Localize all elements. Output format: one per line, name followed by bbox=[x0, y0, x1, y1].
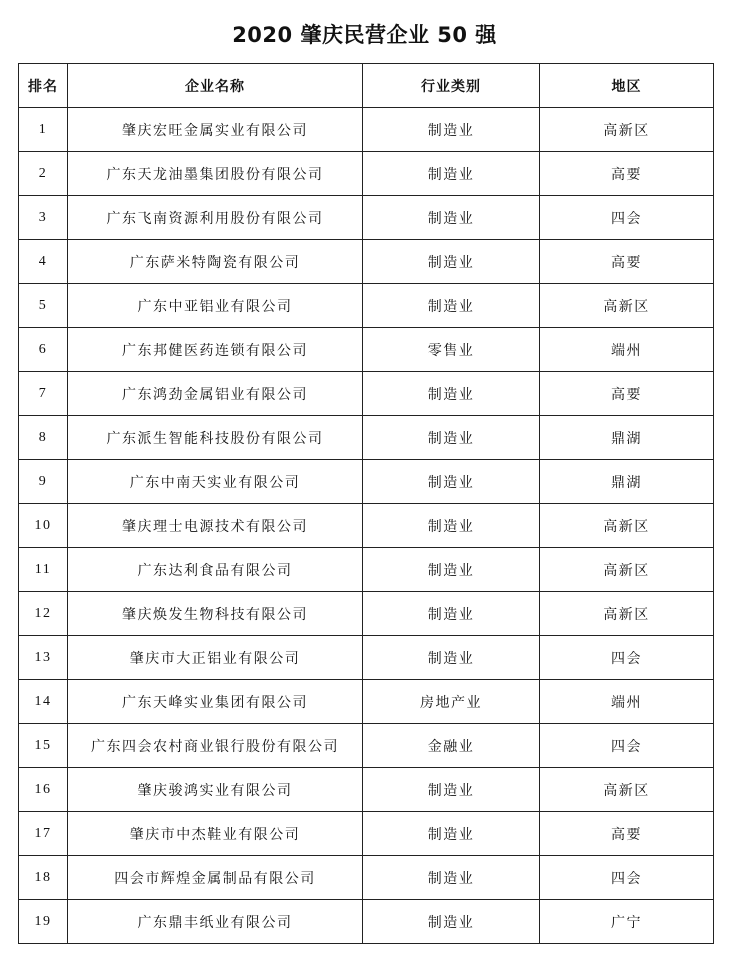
ranking-table bbox=[18, 63, 714, 944]
region-cell: 高要 bbox=[540, 152, 714, 196]
industry-cell: 制造业 bbox=[363, 108, 540, 152]
header-region: 地区 bbox=[540, 64, 714, 108]
rank-cell: 2 bbox=[19, 152, 68, 196]
company-name-cell: 广东飞南资源利用股份有限公司 bbox=[68, 196, 363, 240]
rank-cell: 15 bbox=[19, 724, 68, 768]
company-name-cell: 广东鸿劲金属铝业有限公司 bbox=[68, 372, 363, 416]
rank-cell: 19 bbox=[19, 900, 68, 944]
rank-cell: 8 bbox=[19, 416, 68, 460]
region-cell: 高新区 bbox=[540, 548, 714, 592]
industry-cell: 制造业 bbox=[363, 900, 540, 944]
table-row bbox=[19, 240, 714, 284]
company-name-cell: 广东鼎丰纸业有限公司 bbox=[68, 900, 363, 944]
industry-cell: 制造业 bbox=[363, 152, 540, 196]
rank-cell: 12 bbox=[19, 592, 68, 636]
region-cell: 端州 bbox=[540, 680, 714, 724]
table-row bbox=[19, 548, 714, 592]
company-name-cell: 肇庆骏鸿实业有限公司 bbox=[68, 768, 363, 812]
industry-cell: 制造业 bbox=[363, 196, 540, 240]
company-name-cell: 广东天龙油墨集团股份有限公司 bbox=[68, 152, 363, 196]
company-name-cell: 广东派生智能科技股份有限公司 bbox=[68, 416, 363, 460]
rank-cell: 4 bbox=[19, 240, 68, 284]
table-row bbox=[19, 680, 714, 724]
industry-cell: 制造业 bbox=[363, 592, 540, 636]
page-title: 2020 肇庆民营企业 50 强 bbox=[232, 23, 497, 47]
company-name-cell: 肇庆市大正铝业有限公司 bbox=[68, 636, 363, 680]
region-cell: 端州 bbox=[540, 328, 714, 372]
rank-cell: 11 bbox=[19, 548, 68, 592]
company-name-cell: 肇庆理士电源技术有限公司 bbox=[68, 504, 363, 548]
region-cell: 高新区 bbox=[540, 504, 714, 548]
industry-cell: 制造业 bbox=[363, 548, 540, 592]
table-row bbox=[19, 196, 714, 240]
table-row bbox=[19, 460, 714, 504]
region-cell: 四会 bbox=[540, 724, 714, 768]
industry-cell: 制造业 bbox=[363, 416, 540, 460]
industry-cell: 制造业 bbox=[363, 372, 540, 416]
company-name-cell: 广东萨米特陶瓷有限公司 bbox=[68, 240, 363, 284]
industry-cell: 制造业 bbox=[363, 856, 540, 900]
table-row bbox=[19, 372, 714, 416]
rank-cell: 13 bbox=[19, 636, 68, 680]
table-row bbox=[19, 416, 714, 460]
company-name-cell: 广东中南天实业有限公司 bbox=[68, 460, 363, 504]
company-name-cell: 广东邦健医药连锁有限公司 bbox=[68, 328, 363, 372]
rank-cell: 3 bbox=[19, 196, 68, 240]
company-name-cell: 四会市辉煌金属制品有限公司 bbox=[68, 856, 363, 900]
company-name-cell: 肇庆焕发生物科技有限公司 bbox=[68, 592, 363, 636]
industry-cell: 制造业 bbox=[363, 240, 540, 284]
rank-cell: 14 bbox=[19, 680, 68, 724]
industry-cell: 制造业 bbox=[363, 636, 540, 680]
table-body bbox=[19, 108, 714, 944]
industry-cell: 金融业 bbox=[363, 724, 540, 768]
rank-cell: 9 bbox=[19, 460, 68, 504]
rank-cell: 16 bbox=[19, 768, 68, 812]
table-row bbox=[19, 152, 714, 196]
rank-cell: 1 bbox=[19, 108, 68, 152]
region-cell: 四会 bbox=[540, 636, 714, 680]
company-name-cell: 广东达利食品有限公司 bbox=[68, 548, 363, 592]
table-row bbox=[19, 328, 714, 372]
rank-cell: 10 bbox=[19, 504, 68, 548]
industry-cell: 制造业 bbox=[363, 460, 540, 504]
rank-cell: 17 bbox=[19, 812, 68, 856]
table-header-row bbox=[19, 64, 714, 108]
company-name-cell: 广东四会农村商业银行股份有限公司 bbox=[68, 724, 363, 768]
industry-cell: 房地产业 bbox=[363, 680, 540, 724]
region-cell: 高要 bbox=[540, 812, 714, 856]
region-cell: 鼎湖 bbox=[540, 460, 714, 504]
region-cell: 四会 bbox=[540, 196, 714, 240]
company-name-cell: 广东天峰实业集团有限公司 bbox=[68, 680, 363, 724]
industry-cell: 零售业 bbox=[363, 328, 540, 372]
table-row bbox=[19, 812, 714, 856]
table-row bbox=[19, 768, 714, 812]
industry-cell: 制造业 bbox=[363, 284, 540, 328]
region-cell: 广宁 bbox=[540, 900, 714, 944]
table-row bbox=[19, 856, 714, 900]
region-cell: 高新区 bbox=[540, 768, 714, 812]
header-company-name: 企业名称 bbox=[68, 64, 363, 108]
company-name-cell: 肇庆宏旺金属实业有限公司 bbox=[68, 108, 363, 152]
rank-cell: 6 bbox=[19, 328, 68, 372]
company-name-cell: 广东中亚铝业有限公司 bbox=[68, 284, 363, 328]
rank-cell: 7 bbox=[19, 372, 68, 416]
region-cell: 高要 bbox=[540, 240, 714, 284]
region-cell: 高要 bbox=[540, 372, 714, 416]
table-row bbox=[19, 900, 714, 944]
header-rank: 排名 bbox=[19, 64, 68, 108]
table-row bbox=[19, 284, 714, 328]
region-cell: 高新区 bbox=[540, 284, 714, 328]
region-cell: 高新区 bbox=[540, 108, 714, 152]
table-row bbox=[19, 724, 714, 768]
region-cell: 四会 bbox=[540, 856, 714, 900]
company-name-cell: 肇庆市中杰鞋业有限公司 bbox=[68, 812, 363, 856]
table-row bbox=[19, 636, 714, 680]
table-row bbox=[19, 504, 714, 548]
region-cell: 鼎湖 bbox=[540, 416, 714, 460]
header-industry: 行业类别 bbox=[363, 64, 540, 108]
industry-cell: 制造业 bbox=[363, 768, 540, 812]
table-row bbox=[19, 592, 714, 636]
industry-cell: 制造业 bbox=[363, 504, 540, 548]
industry-cell: 制造业 bbox=[363, 812, 540, 856]
rank-cell: 5 bbox=[19, 284, 68, 328]
table-row bbox=[19, 108, 714, 152]
rank-cell: 18 bbox=[19, 856, 68, 900]
region-cell: 高新区 bbox=[540, 592, 714, 636]
